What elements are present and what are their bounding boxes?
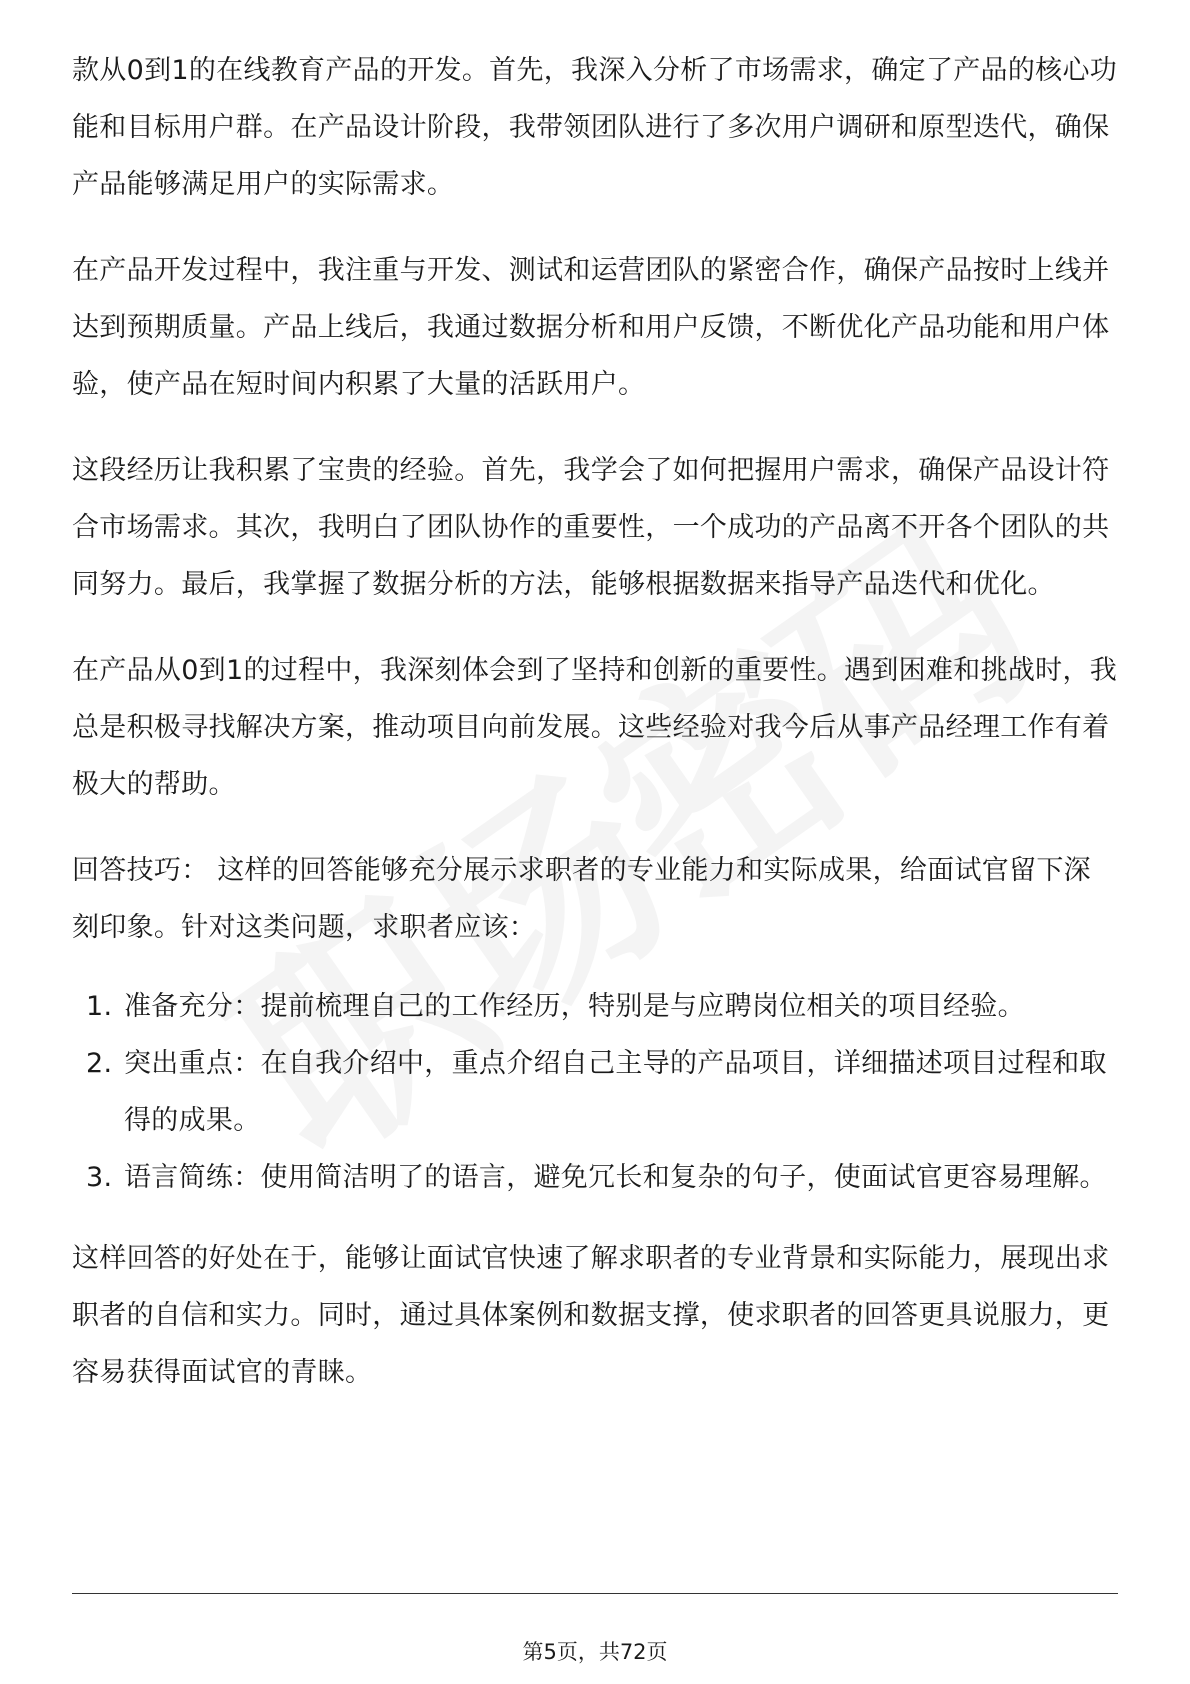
page-content [72, 42, 1118, 1401]
list-text: 语言简练：使用简洁明了的语言，避免冗长和复杂的句子，使面试官更容易理解。 [124, 1162, 1107, 1193]
list-item [72, 1149, 1118, 1206]
list-number: 2. [86, 1048, 113, 1079]
list-text: 准备充分：提前梳理自己的工作经历，特别是与应聘岗位相关的项目经验。 [124, 991, 1025, 1022]
list-text: 突出重点：在自我介绍中，重点介绍自己主导的产品项目，详细描述项目过程和取得的成果。 [124, 1048, 1107, 1136]
list-number: 1. [86, 991, 113, 1022]
closing-paragraph: 这样回答的好处在于，能够让面试官快速了解求职者的专业背景和实际能力，展现出求职者的自信和实力。同时，通过具体案例和数据支撑，使求职者的回答更具说服力，更容易获得面试官的青睐。 [72, 1243, 1110, 1388]
list-item [72, 1035, 1118, 1149]
paragraph-1: 款从0到1的在线教育产品的开发。首先，我深入分析了市场需求，确定了产品的核心功能和目标用户群。在产品设计阶段，我带领团队进行了多次用户调研和原型迭代，确保产品能够满足用户的实际需求。 [72, 55, 1118, 200]
list-item [72, 978, 1118, 1035]
tips-list [72, 978, 1118, 1206]
answer-tips-intro: 回答技巧： 这样的回答能够充分展示求职者的专业能力和实际成果，给面试官留下深刻印象。针对这类问题，求职者应该： [72, 855, 1091, 943]
paragraph-4: 在产品从0到1的过程中，我深刻体会到了坚持和创新的重要性。遇到困难和挑战时，我总是积极寻找解决方案，推动项目向前发展。这些经验对我今后从事产品经理工作有着极大的帮助。 [72, 655, 1118, 800]
footer-divider [72, 1593, 1118, 1594]
paragraph-2: 在产品开发过程中，我注重与开发、测试和运营团队的紧密合作，确保产品按时上线并达到预期质量。产品上线后，我通过数据分析和用户反馈，不断优化产品功能和用户体验，使产品在短时间内积累了大量的活跃用户。 [72, 255, 1110, 400]
list-number: 3. [86, 1162, 113, 1193]
paragraph-3: 这段经历让我积累了宝贵的经验。首先，我学会了如何把握用户需求，确保产品设计符合市场需求。其次，我明白了团队协作的重要性，一个成功的产品离不开各个团队的共同努力。最后，我掌握了数据分析的方法，能够根据数据来指导产品迭代和优化。 [72, 455, 1110, 600]
page-number: 第5页，共72页 [522, 1640, 668, 1664]
